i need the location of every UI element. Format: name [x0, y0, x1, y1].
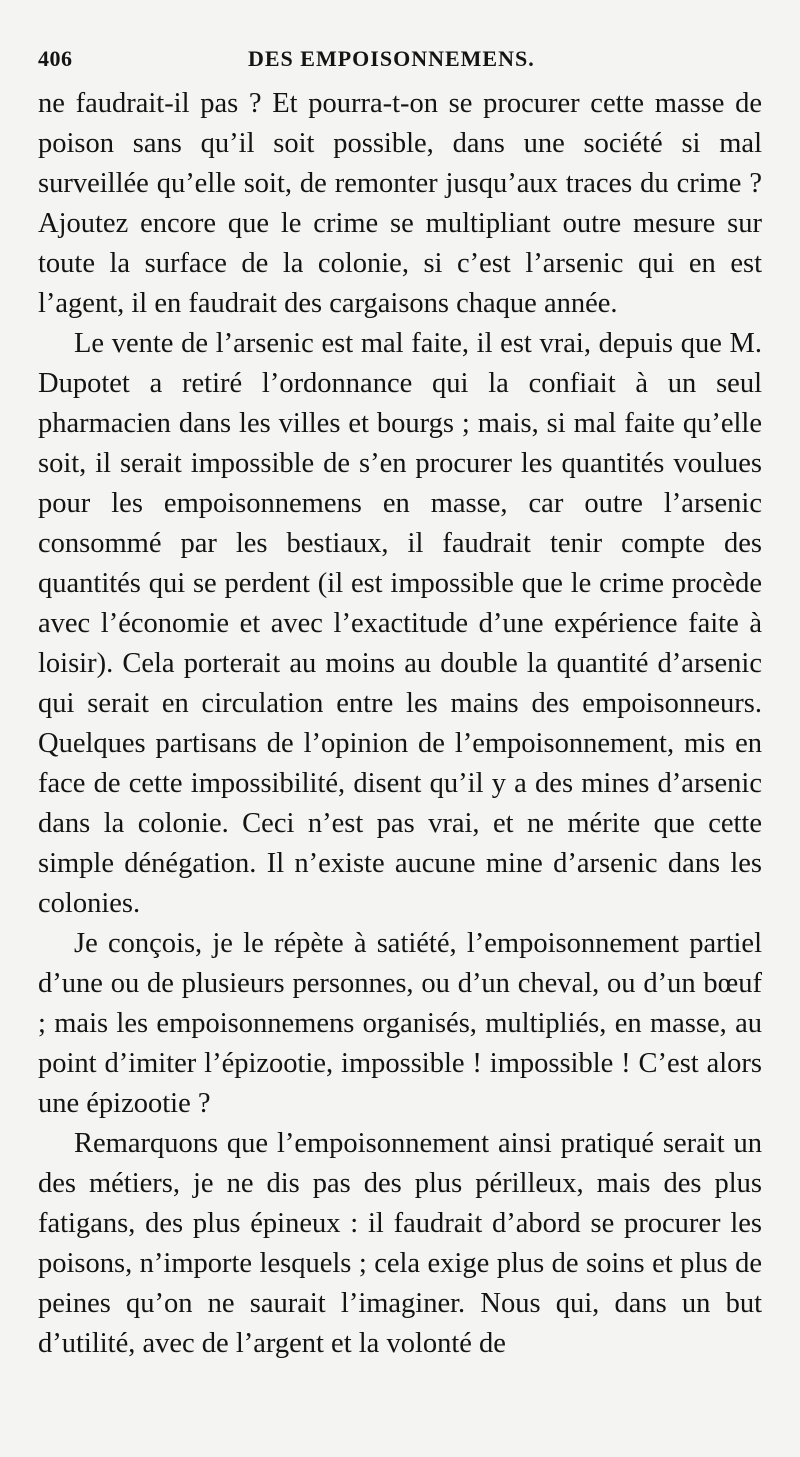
paragraph-4: Remarquons que l’empoisonnement ainsi pratiqué serait un des métiers, je ne dis pas des plus périlleux, mais des plus fatigans, des plus épineux : il faudrait d’abord se procurer les poisons, n’importe lesquels ; cela exige plus de soins et plus de peines qu’on ne saurait l’imaginer. Nous qui, dans un but d’utilité, avec de l’argent et la volonté de	[38, 1128, 762, 1359]
running-title: DES EMPOISONNEMENS.	[248, 46, 535, 71]
body-text	[38, 84, 762, 1364]
paragraph-2: Le vente de l’arsenic est mal faite, il est vrai, depuis que M. Dupotet a retiré l’ordonnance qui la confiait à un seul pharmacien dans les villes et bourgs ; mais, si mal faite qu’elle soit, il serait impossible de s’en procurer les quantités voulues pour les empoisonnemens en masse, car outre l’arsenic consommé par les bestiaux, il faudrait tenir compte des quantités qui se perdent (il est impossible que le crime procède avec l’économie et avec l’exactitude d’une expérience faite à loisir). Cela porterait au moins au double la quantité d’arsenic qui serait en circulation entre les mains des empoisonneurs. Quelques partisans de l’opinion de l’empoisonnement, mis en face de cette impossibilité, disent qu’il y a des mines d’arsenic dans la colonie. Ceci n’est pas vrai, et ne mérite que cette simple dénégation. Il n’existe aucune mine d’arsenic dans les colonies.	[38, 328, 762, 919]
page-number: 406	[38, 46, 73, 71]
page-header	[38, 46, 760, 76]
paragraph-3: Je conçois, je le répète à satiété, l’empoisonnement partiel d’une ou de plusieurs personnes, ou d’un cheval, ou d’un bœuf ; mais les empoisonnemens organisés, multipliés, en masse, au point d’imiter l’épizootie, impossible ! impossible ! C’est alors une épizootie ?	[38, 928, 762, 1119]
paragraph-1: ne faudrait-il pas ? Et pourra-t-on se procurer cette masse de poison sans qu’il soit possible, dans une société si mal surveillée qu’elle soit, de remonter jusqu’aux traces du crime ? Ajoutez encore que le crime se multipliant outre mesure sur toute la surface de la colonie, si c’est l’arsenic qui en est l’agent, il en faudrait des cargaisons chaque année.	[38, 88, 762, 319]
